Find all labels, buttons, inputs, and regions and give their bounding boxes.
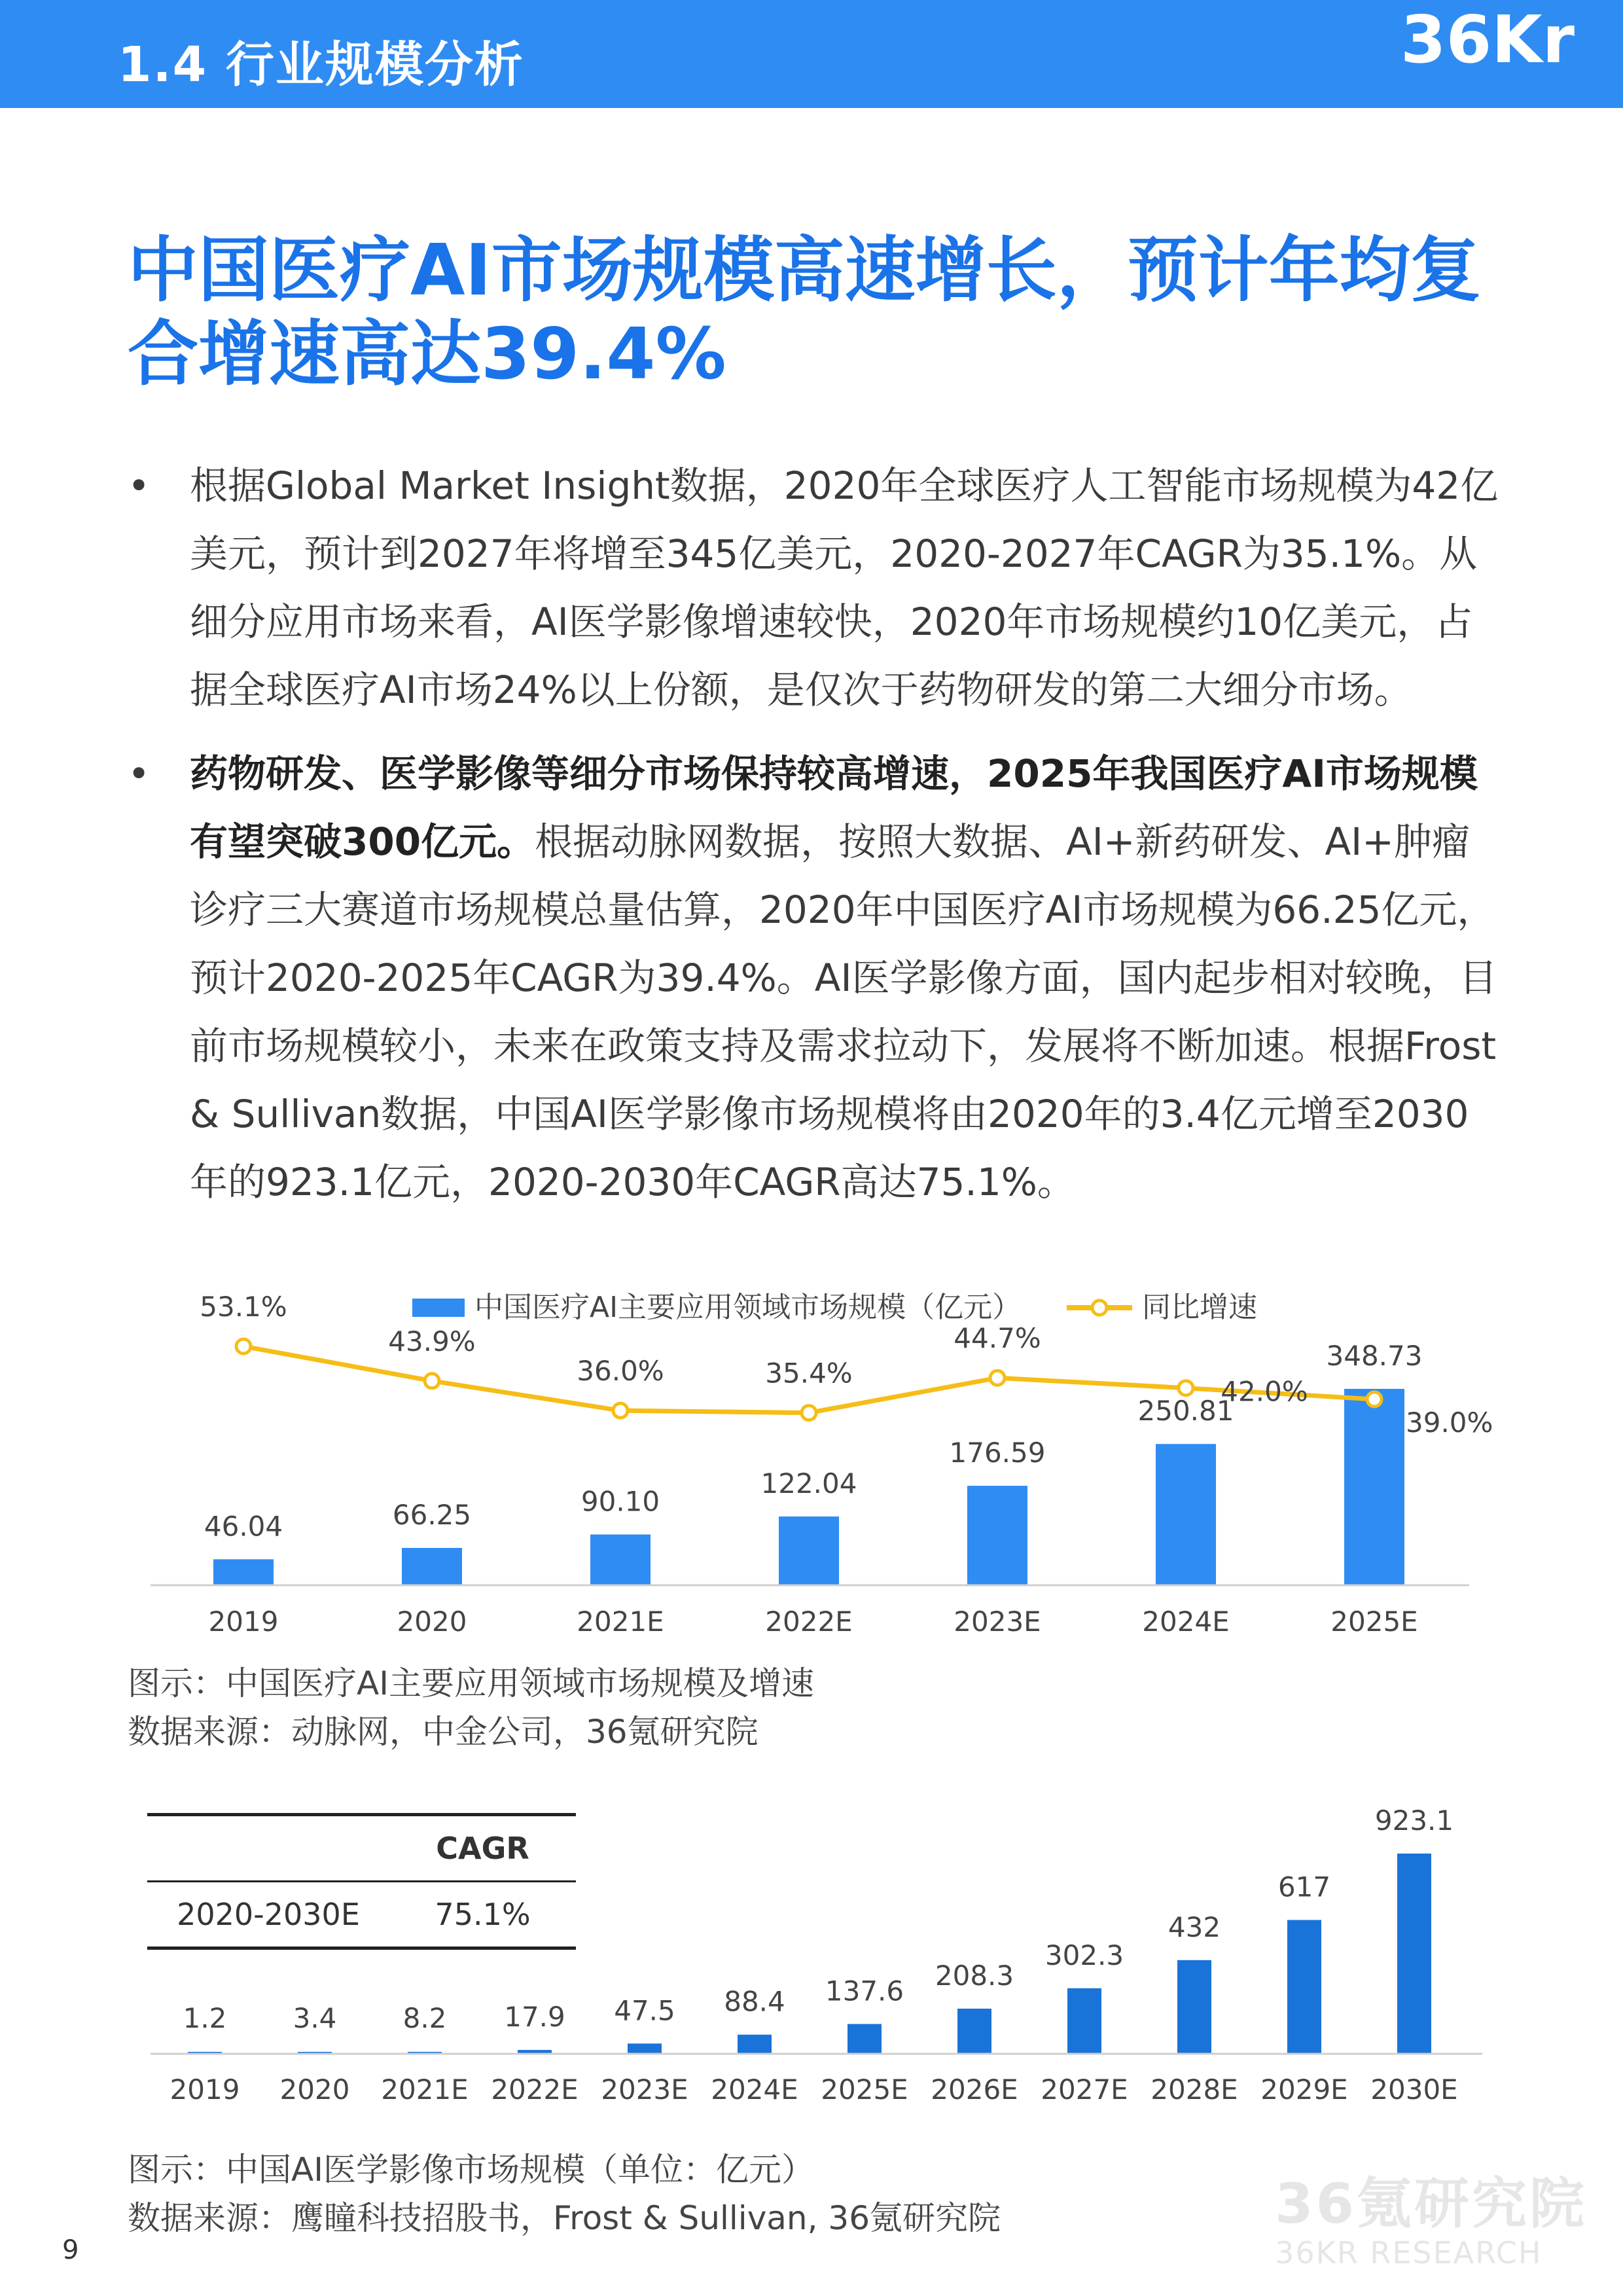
growth-point <box>1367 1392 1382 1407</box>
bar <box>1287 1920 1321 2054</box>
x-tick-label: 2023E <box>601 2073 688 2106</box>
growth-point <box>802 1406 816 1420</box>
bar-value-label: 17.9 <box>504 2001 565 2034</box>
x-tick-label: 2025E <box>821 2073 908 2106</box>
table-header-cell: CAGR <box>436 1831 529 1866</box>
watermark <box>1275 2160 1587 2270</box>
growth-point <box>425 1374 439 1388</box>
bar-value-label: 1.2 <box>183 2002 227 2034</box>
x-tick-label: 2021E <box>381 2073 469 2106</box>
x-tick-label: 2030E <box>1370 2073 1458 2106</box>
growth-point <box>990 1371 1005 1385</box>
growth-value-label: 42.0% <box>1221 1375 1308 1408</box>
bar-value-label: 90.10 <box>580 1485 660 1518</box>
bullet-item <box>128 452 1502 724</box>
bar-value-label: 3.4 <box>293 2002 337 2034</box>
bar <box>628 2043 662 2054</box>
ai-medical-imaging-market-chart <box>131 1780 1505 2121</box>
bullet-dot-icon: • <box>128 751 151 796</box>
bar <box>1156 1444 1216 1585</box>
bar <box>967 1486 1027 1585</box>
bar <box>1397 1854 1431 2054</box>
bar-value-label: 208.3 <box>935 1959 1014 1992</box>
bar <box>1067 1988 1101 2054</box>
medical-ai-market-chart <box>131 1270 1505 1643</box>
growth-value-label: 39.0% <box>1406 1406 1493 1439</box>
36kr-logo-text: 36Kr <box>1400 1 1575 78</box>
legend-line-label: 同比增速 <box>1142 1291 1257 1324</box>
bullet-text: 根据动脉网数据，按照大数据、AI+新药研发、AI+肿瘤诊疗三大赛道市场规模总量估算，2020年中国医疗AI市场规模为66.25亿元，预计2020-2025年CAGR为39.4%。AI医学影像方面，国内起步相对较晚，目前市场规模较小，未来在政策支持及需求拉动下，发展将不断加速。根据Frost & Sullivan数据，中国AI医学影像市场规模将由2020年的3.4亿元增至2030年的923.1亿元，2020-2030年CAGR高达75.1%。 <box>190 819 1497 1204</box>
x-tick-label: 2023E <box>954 1605 1041 1638</box>
bullet-item <box>128 740 1502 1216</box>
x-tick-label: 2028E <box>1150 2073 1238 2106</box>
bullet-dot-icon: • <box>128 463 151 508</box>
table-cell: 2020-2030E <box>177 1897 360 1932</box>
bar-value-label: 137.6 <box>825 1975 904 2007</box>
bar <box>213 1559 274 1585</box>
bar-value-label: 66.25 <box>392 1499 472 1532</box>
bar-value-label: 348.73 <box>1326 1340 1423 1372</box>
bar <box>738 2035 772 2054</box>
bar <box>957 2009 991 2054</box>
bar <box>1177 1960 1211 2054</box>
x-tick-label: 2020 <box>397 1605 467 1638</box>
bar-value-label: 617 <box>1277 1871 1331 1903</box>
page-headline: 中国医疗AI市场规模高速增长，预计年均复合增速高达39.4% <box>128 230 1481 395</box>
table-cell: 75.1% <box>435 1897 531 1932</box>
x-tick-label: 2027E <box>1041 2073 1128 2106</box>
chart2-caption-source: 数据来源：鹰瞳科技招股书，Frost & Sullivan, 36氪研究院 <box>128 2199 1001 2237</box>
growth-value-label: 44.7% <box>954 1322 1041 1355</box>
chart1-legend <box>412 1291 1257 1324</box>
growth-point <box>613 1403 628 1418</box>
bar-value-label: 88.4 <box>724 1985 785 2018</box>
bar <box>847 2024 882 2054</box>
x-tick-label: 2022E <box>491 2073 579 2106</box>
growth-point <box>1179 1381 1193 1395</box>
legend-line-marker-icon <box>1092 1300 1107 1315</box>
bar-value-label: 46.04 <box>204 1510 283 1543</box>
page-number: 9 <box>62 2235 79 2265</box>
growth-value-label: 35.4% <box>765 1357 853 1390</box>
bar-value-label: 176.59 <box>949 1437 1046 1469</box>
section-title: 1.4 行业规模分析 <box>118 37 524 93</box>
x-tick-label: 2026E <box>931 2073 1018 2106</box>
x-tick-label: 2020 <box>279 2073 350 2106</box>
x-tick-label: 2022E <box>765 1605 853 1638</box>
growth-value-label: 53.1% <box>200 1291 287 1323</box>
bullet-list <box>128 452 1502 1232</box>
growth-value-label: 43.9% <box>388 1325 476 1357</box>
chart1-caption-title: 图示：中国医疗AI主要应用领域市场规模及增速 <box>128 1664 814 1702</box>
chart1-caption-source: 数据来源：动脉网，中金公司，36氪研究院 <box>128 1713 758 1751</box>
x-tick-label: 2024E <box>711 2073 798 2106</box>
bar <box>1344 1389 1404 1585</box>
bullet-text: 根据Global Market Insight数据，2020年全球医疗人工智能市场规模为42亿美元，预计到2027年将增至345亿美元，2020-2027年CAGR为35.1%。从细分应用市场来看，AI医学影像增速较快，2020年市场规模约10亿美元，占据全球医疗AI市场24%以上份额，是仅次于药物研发的第二大细分市场。 <box>190 463 1499 712</box>
chart2-caption <box>128 2145 1001 2242</box>
bar-value-label: 302.3 <box>1044 1939 1124 1971</box>
bar <box>779 1516 839 1585</box>
bullet-bold-text: 药物研发、医学影像等细分市场保持较高增速，2025年我国医疗AI市场规模有望突破300亿元。 <box>190 751 1478 864</box>
watermark-line2: 36KR RESEARCH <box>1275 2235 1543 2270</box>
watermark-line1: 36氪研究院 <box>1275 2172 1587 2236</box>
bar-value-label: 923.1 <box>1374 1804 1454 1837</box>
growth-point <box>236 1339 251 1354</box>
36kr-logo <box>1400 0 1616 108</box>
bar-value-label: 122.04 <box>760 1467 857 1500</box>
x-tick-label: 2019 <box>169 2073 240 2106</box>
bar-value-label: 8.2 <box>402 2002 447 2034</box>
chart2-caption-title: 图示：中国AI医学影像市场规模（单位：亿元） <box>128 2151 814 2189</box>
bar <box>402 1548 462 1585</box>
bar-value-label: 250.81 <box>1137 1395 1234 1427</box>
x-tick-label: 2029E <box>1260 2073 1348 2106</box>
chart1-caption <box>128 1659 814 1756</box>
bar <box>590 1534 651 1585</box>
bar-value-label: 432 <box>1168 1910 1221 1943</box>
x-tick-label: 2021E <box>577 1605 664 1638</box>
legend-bar-label: 中国医疗AI主要应用领域市场规模（亿元） <box>474 1291 1022 1324</box>
x-tick-label: 2024E <box>1142 1605 1230 1638</box>
bar-value-label: 47.5 <box>614 1994 675 2027</box>
x-tick-label: 2025E <box>1330 1605 1418 1638</box>
legend-bar-swatch-icon <box>412 1299 465 1317</box>
x-tick-label: 2019 <box>208 1605 279 1638</box>
growth-value-label: 36.0% <box>577 1355 664 1388</box>
